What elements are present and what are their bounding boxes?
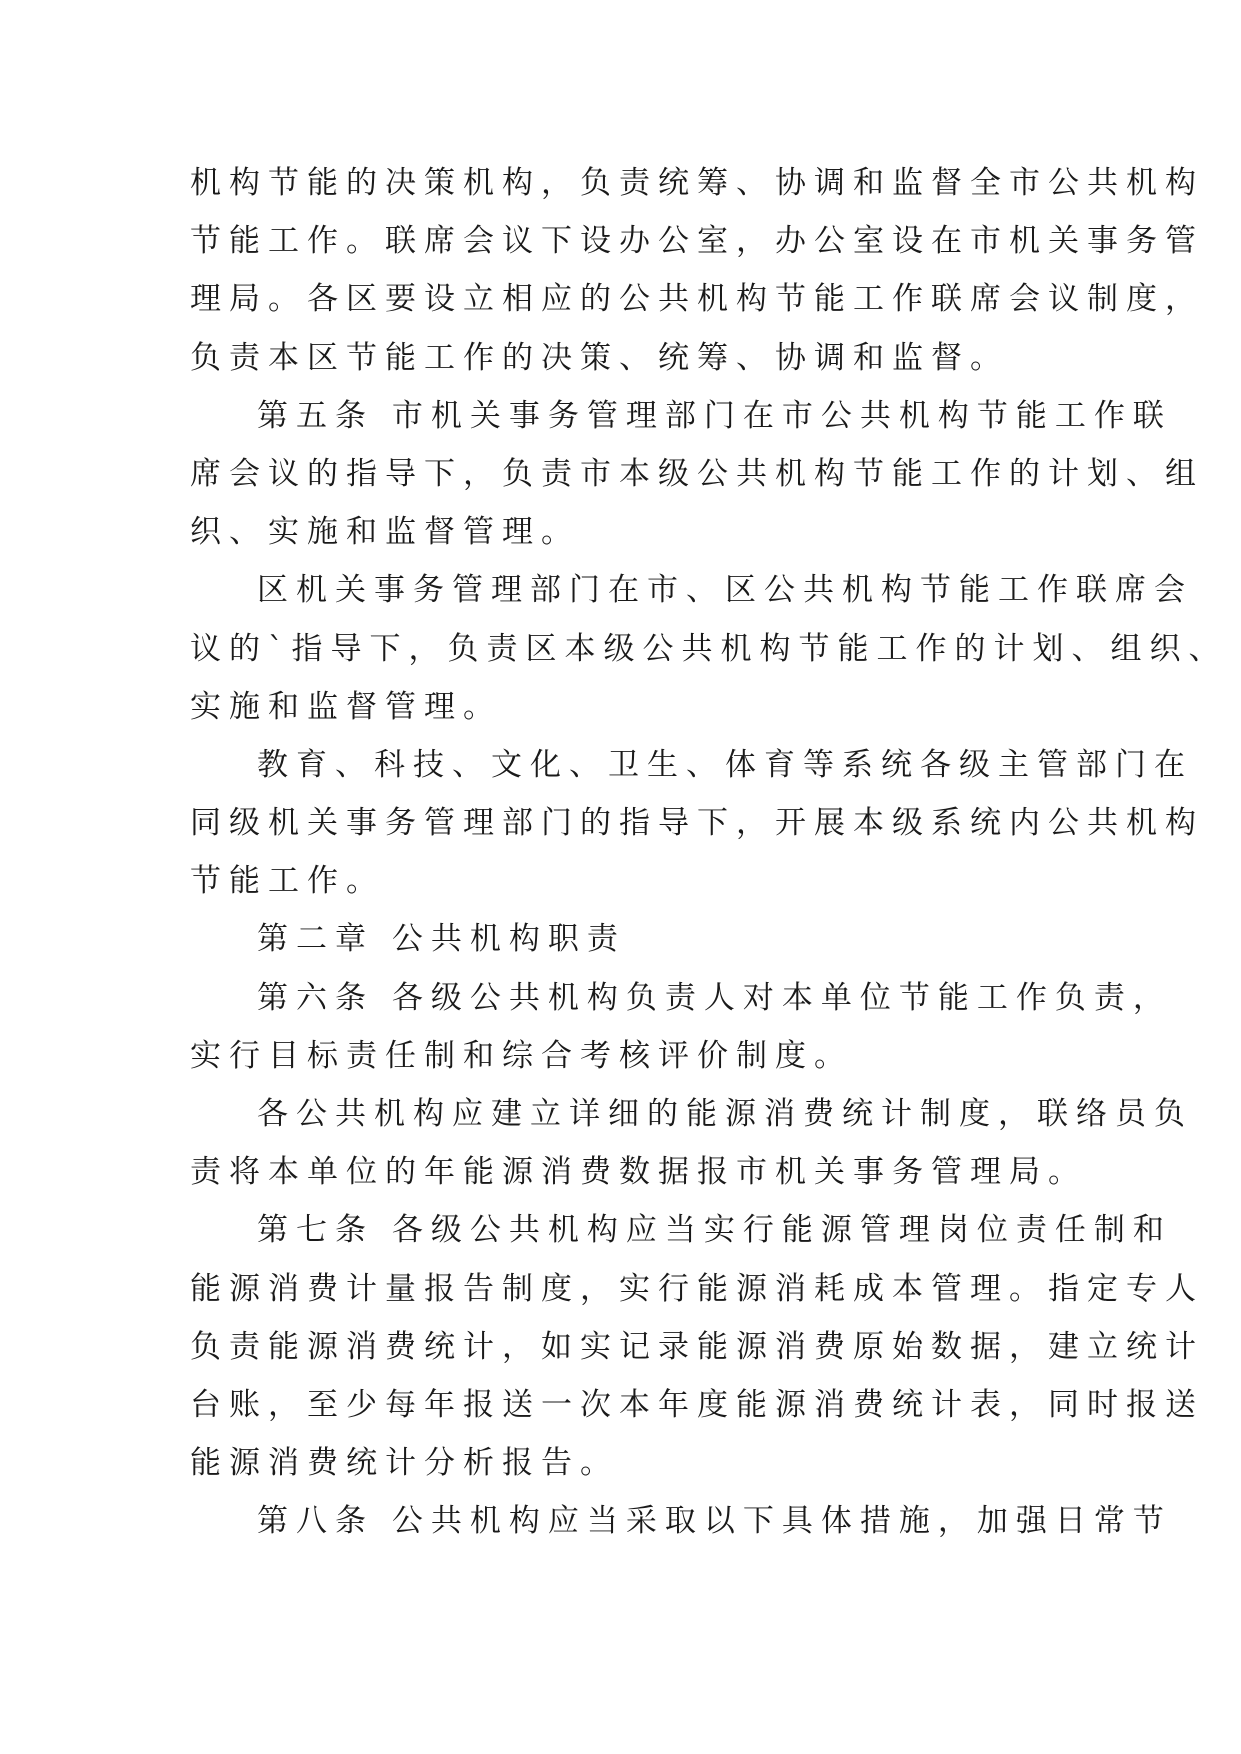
text-line: 能源消费统计分析报告。	[190, 1445, 619, 1482]
article-7-heading-line: 第七条 各级公共机构应当实行能源管理岗位责任制和	[257, 1212, 1172, 1249]
paragraph-start-line: 教育、科技、文化、卫生、体育等系统各级主管部门在	[257, 746, 1193, 783]
text-line: 议的`指导下，负责区本级公共机构节能工作的计划、组织、	[190, 630, 1228, 667]
text-line: 台账，至少每年报送一次本年度能源消费统计表，同时报送	[190, 1386, 1204, 1423]
article-5-heading-line: 第五条 市机关事务管理部门在市公共机构节能工作联	[257, 397, 1172, 434]
text-line: 责将本单位的年能源消费数据报市机关事务管理局。	[190, 1154, 1087, 1191]
text-line: 同级机关事务管理部门的指导下，开展本级系统内公共机构	[190, 805, 1204, 842]
text-line: 节能工作。联席会议下设办公室，办公室设在市机关事务管	[190, 223, 1204, 260]
text-line: 席会议的指导下，负责市本级公共机构节能工作的计划、组	[190, 455, 1204, 492]
text-line: 能源消费计量报告制度，实行能源消耗成本管理。指定专人	[190, 1270, 1204, 1307]
text-line: 理局。各区要设立相应的公共机构节能工作联席会议制度，	[190, 281, 1204, 318]
text-line: 负责本区节能工作的决策、统筹、协调和监督。	[190, 339, 1009, 376]
text-line: 实行目标责任制和综合考核评价制度。	[190, 1037, 853, 1074]
text-line: 机构节能的决策机构，负责统筹、协调和监督全市公共机构	[190, 165, 1204, 201]
document-body	[190, 154, 1228, 1551]
article-8-heading-line: 第八条 公共机构应当采取以下具体措施，加强日常节	[257, 1503, 1172, 1540]
text-line: 负责能源消费统计，如实记录能源消费原始数据，建立统计	[190, 1328, 1204, 1365]
chapter-2-heading: 第二章 公共机构职责	[257, 921, 626, 958]
text-line: 织、实施和监督管理。	[190, 514, 580, 551]
paragraph-start-line: 区机关事务管理部门在市、区公共机构节能工作联席会	[257, 572, 1193, 609]
paragraph-start-line: 各公共机构应建立详细的能源消费统计制度，联络员负	[257, 1096, 1193, 1132]
text-line: 节能工作。	[190, 863, 385, 900]
text-line: 实施和监督管理。	[190, 688, 502, 725]
article-6-heading-line: 第六条 各级公共机构负责人对本单位节能工作负责，	[257, 979, 1172, 1016]
